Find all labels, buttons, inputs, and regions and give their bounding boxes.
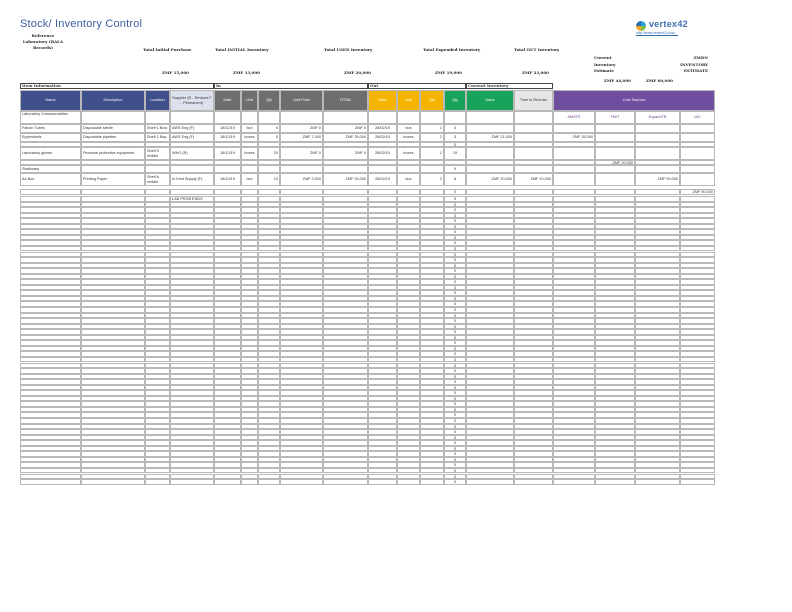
table-cell: 5 <box>258 133 280 142</box>
table-cell: 0 <box>444 462 466 468</box>
page-title: Stock/ Inventory Control <box>20 18 143 30</box>
table-cell: 0 <box>444 279 466 285</box>
table-cell <box>635 133 680 142</box>
table-cell: 10 <box>258 173 280 186</box>
table-cell: 18/12/19 <box>214 173 241 186</box>
table-cell <box>81 189 145 195</box>
table-cell <box>680 124 715 133</box>
section-out: Out <box>368 83 466 89</box>
table-cell: 0 <box>444 346 466 352</box>
table-cell <box>466 147 514 160</box>
table-cell <box>397 165 420 173</box>
cost-source-2: FMIT <box>595 111 635 124</box>
table-cell <box>170 189 214 195</box>
table-cell <box>595 147 635 160</box>
table-cell: Shelf 6 middle <box>145 173 170 186</box>
table-cell: 19 <box>444 147 466 160</box>
table-cell: 4 <box>444 124 466 133</box>
table-cell <box>553 189 595 195</box>
table-cell: ZMF 0 <box>280 147 323 160</box>
col-header-total-in[interactable]: TOTAL <box>323 90 368 111</box>
col-header-unit-price[interactable]: Unit Price <box>280 90 323 111</box>
table-cell <box>214 165 241 173</box>
table-cell <box>214 189 241 195</box>
table-cell <box>397 111 420 124</box>
table-cell <box>553 173 595 186</box>
table-cell: 0 <box>444 374 466 380</box>
estimate-label: Estimate <box>594 68 614 73</box>
table-cell: 0 <box>444 357 466 363</box>
table-cell <box>397 479 420 485</box>
table-cell: 0 <box>444 435 466 441</box>
table-cell <box>466 111 514 124</box>
table-cell: 28/02/19 <box>368 173 397 186</box>
table-cell <box>280 479 323 485</box>
table-cell: 0 <box>444 296 466 302</box>
table-cell <box>420 111 444 124</box>
table-cell <box>258 111 280 124</box>
table-cell <box>635 147 680 160</box>
table-cell <box>514 189 553 195</box>
cost-source-1: AMSTE <box>553 111 595 124</box>
table-cell: ZMF 0 <box>323 147 368 160</box>
table-cell <box>145 479 170 485</box>
table-cell: 0 <box>444 429 466 435</box>
table-cell: ZMF 0 <box>280 124 323 133</box>
table-cell: 0 <box>444 440 466 446</box>
table-cell: ZMF 35,000 <box>323 133 368 142</box>
reference-block <box>22 33 64 51</box>
table-cell: 0 <box>444 189 466 195</box>
table-cell: AWS Eng (F) <box>170 124 214 133</box>
table-cell: 0 <box>444 213 466 219</box>
total-value-5: ZMF 23,000 <box>522 70 549 75</box>
table-cell <box>81 111 145 124</box>
table-cell <box>145 111 170 124</box>
table-cell: Shelf 5 middle <box>145 147 170 160</box>
table-cell: ZMF 0 <box>323 124 368 133</box>
table-cell: 0 <box>444 301 466 307</box>
table-cell: boxes <box>241 133 258 142</box>
col-header-in-unit[interactable]: Unit <box>241 90 258 111</box>
table-cell: 1 <box>420 124 444 133</box>
table-cell: ZMF 7,000 <box>280 133 323 142</box>
table-cell <box>466 124 514 133</box>
col-header-out-qty[interactable]: Qty <box>420 90 444 111</box>
col-header-reorder[interactable]: Time to Reorder <box>514 90 553 111</box>
table-cell <box>635 165 680 173</box>
table-cell: ZMF 2,500 <box>280 173 323 186</box>
table-cell: 0 <box>444 246 466 252</box>
table-cell: Shelf 1 Bay <box>145 133 170 142</box>
table-cell <box>466 479 514 485</box>
total-value-3: ZMF 20,000 <box>344 70 371 75</box>
table-cell <box>595 165 635 173</box>
table-cell <box>397 189 420 195</box>
table-cell: 0 <box>444 285 466 291</box>
table-cell: 0 <box>444 229 466 235</box>
table-cell <box>635 479 680 485</box>
col-header-description[interactable]: Description <box>81 90 145 111</box>
table-cell: box <box>397 124 420 133</box>
table-cell: 0 <box>444 196 466 202</box>
total-label-2: Total INITIAL Inventory <box>215 47 269 52</box>
table-cell <box>368 479 397 485</box>
col-header-current-qty[interactable]: Qty <box>444 90 466 111</box>
table-cell: 2 <box>420 133 444 142</box>
table-cell: 0 <box>444 390 466 396</box>
table-cell: ZMF 50,000 <box>635 173 680 186</box>
table-cell: Disposable sterile <box>81 124 145 133</box>
table-cell <box>170 111 214 124</box>
table-cell <box>420 479 444 485</box>
table-cell: 0 <box>444 340 466 346</box>
total-label-5: Total OUT Inventory <box>514 47 560 52</box>
table-cell <box>680 173 715 186</box>
table-cell: 0 <box>444 207 466 213</box>
table-cell <box>553 147 595 160</box>
table-cell: Personal protective equipment <box>81 147 145 160</box>
table-cell: Shelf 1 Bow <box>145 124 170 133</box>
total-label-4: Total Expended Inventory <box>423 47 481 52</box>
table-cell: 28/02/19 <box>368 124 397 133</box>
table-cell <box>170 165 214 173</box>
last-row-note: LAB PROB ENDS <box>170 196 214 202</box>
table-cell: ZMF 35,000 <box>553 133 595 142</box>
table-cell: 28/02/19 <box>368 133 397 142</box>
table-cell: 0 <box>444 385 466 391</box>
table-cell: box <box>397 173 420 186</box>
table-cell <box>20 189 81 195</box>
col-header-out-date[interactable]: Date <box>368 90 397 111</box>
current-labels <box>594 55 616 75</box>
table-cell: 0 <box>444 407 466 413</box>
col-header-in-date[interactable]: Date <box>214 90 241 111</box>
table-cell: 0 <box>444 218 466 224</box>
table-cell: 0 <box>444 235 466 241</box>
table-cell: 0 <box>444 257 466 263</box>
table-cell: 20 <box>258 147 280 160</box>
table-cell <box>241 111 258 124</box>
table-cell <box>368 165 397 173</box>
section-current-inventory: Current Inventory <box>466 83 553 89</box>
total-value-2: ZMF 13,000 <box>233 70 260 75</box>
table-cell: 0 <box>444 268 466 274</box>
table-cell <box>680 133 715 142</box>
table-cell: 0 <box>444 474 466 480</box>
table-cell: In Kind Supply (F) <box>170 173 214 186</box>
table-cell: ZMF 10,000 <box>514 173 553 186</box>
table-cell <box>420 189 444 195</box>
table-cell: 0 <box>444 142 466 147</box>
col-header-name[interactable]: Name <box>20 90 81 111</box>
cost-source-4: IAC <box>680 111 715 124</box>
grand-total: ZMF 50,000 <box>680 189 715 195</box>
table-cell <box>258 189 280 195</box>
table-cell <box>514 111 553 124</box>
table-cell <box>323 111 368 124</box>
table-cell: ZMF 21,000 <box>466 133 514 142</box>
table-cell: 0 <box>444 418 466 424</box>
table-cell: 0 <box>444 368 466 374</box>
table-cell: 0 <box>444 457 466 463</box>
group-label: Laboratory Consummables <box>20 111 81 124</box>
table-cell <box>444 111 466 124</box>
table-cell: Printing Paper <box>81 173 145 186</box>
table-cell <box>514 124 553 133</box>
total-label-1: Total Initial Purchase <box>143 47 192 52</box>
total-label-3: Total USED Inventory <box>324 47 373 52</box>
table-cell: 0 <box>444 363 466 369</box>
table-cell <box>514 133 553 142</box>
table-cell: 18/12/19 <box>214 124 241 133</box>
col-header-in-qty[interactable]: Qty <box>258 90 280 111</box>
vertex42-logo[interactable] <box>636 19 706 35</box>
table-cell: 3 <box>444 133 466 142</box>
table-cell: 0 <box>444 479 466 485</box>
table-cell: Disposable pipettes <box>81 133 145 142</box>
item-name[interactable]: Laboratory gloves <box>20 147 81 160</box>
col-header-cost-sources[interactable]: Cost Sources <box>553 90 715 111</box>
table-cell: 0 <box>444 351 466 357</box>
table-cell: WHO (R) <box>170 147 214 160</box>
table-cell <box>145 165 170 173</box>
estimate-value: ESTIMATE <box>683 68 708 73</box>
table-cell <box>595 479 635 485</box>
table-cell: 2 <box>420 173 444 186</box>
current-label: Current <box>594 55 612 60</box>
table-cell <box>635 189 680 195</box>
table-cell: 0 <box>444 396 466 402</box>
table-cell: 0 <box>444 274 466 280</box>
table-cell: 0 <box>444 240 466 246</box>
logo-mark-icon <box>636 21 646 31</box>
table-cell <box>368 189 397 195</box>
table-cell: 28/02/19 <box>368 147 397 160</box>
table-cell <box>466 189 514 195</box>
table-cell <box>514 479 553 485</box>
col-header-value[interactable]: Value <box>466 90 514 111</box>
table-cell: 0 <box>444 324 466 330</box>
table-cell: boxes <box>397 147 420 160</box>
reference-line-1: Reference <box>31 33 55 38</box>
table-cell: 0 <box>444 307 466 313</box>
table-cell: 0 <box>444 468 466 474</box>
section-in: In <box>214 83 368 89</box>
col-header-out-unit[interactable]: Unit <box>397 90 420 111</box>
table-cell: ZMF 20,000 <box>466 173 514 186</box>
table-cell <box>514 165 553 173</box>
table-cell <box>635 124 680 133</box>
table-cell: 0 <box>444 446 466 452</box>
table-cell <box>595 133 635 142</box>
group-label: Stationary <box>20 165 81 173</box>
current-values <box>652 55 708 75</box>
table-cell <box>214 111 241 124</box>
table-cell: box <box>241 173 258 186</box>
table-cell <box>280 111 323 124</box>
table-cell: 1 <box>420 147 444 160</box>
table-cell: 0 <box>444 451 466 457</box>
table-cell <box>241 189 258 195</box>
current-total-1: ZMF 44,000 <box>604 78 631 83</box>
table-cell: 0 <box>444 335 466 341</box>
logo-name: vertex42 <box>649 19 688 29</box>
table-cell <box>280 189 323 195</box>
table-cell <box>20 479 81 485</box>
current-total-2: ZMF 60,000 <box>646 78 673 83</box>
logo-url[interactable]: http://www.vertex42.com/... <box>636 31 679 35</box>
table-cell <box>680 147 715 160</box>
table-cell: ZMF 20,000 <box>595 160 635 165</box>
current-value: ZMDN <box>693 55 708 60</box>
table-cell <box>258 479 280 485</box>
section-item-information: Item Information <box>20 83 214 89</box>
table-cell: AWS Eng (F) <box>170 133 214 142</box>
table-cell <box>553 479 595 485</box>
reference-line-3: Records) <box>32 45 54 50</box>
table-cell <box>368 111 397 124</box>
item-name[interactable]: Eppendorfs <box>20 133 81 142</box>
table-cell <box>595 124 635 133</box>
table-cell <box>595 173 635 186</box>
table-cell <box>145 189 170 195</box>
table-cell: 0 <box>444 202 466 208</box>
table-cell: 0 <box>444 329 466 335</box>
table-cell <box>258 165 280 173</box>
table-cell <box>553 124 595 133</box>
table-cell <box>323 479 368 485</box>
table-cell <box>514 147 553 160</box>
table-cell <box>241 165 258 173</box>
table-cell: 0 <box>444 252 466 258</box>
table-cell <box>323 189 368 195</box>
table-cell <box>170 479 214 485</box>
reference-line-2: Laboratory (BALA <box>22 39 64 44</box>
table-cell <box>466 165 514 173</box>
table-cell <box>420 165 444 173</box>
table-cell <box>81 479 145 485</box>
table-cell: 0 <box>444 318 466 324</box>
table-cell <box>553 165 595 173</box>
table-cell: 0 <box>444 263 466 269</box>
table-cell: 0 <box>444 313 466 319</box>
table-cell: 0 <box>444 379 466 385</box>
table-cell: 18/12/19 <box>214 133 241 142</box>
cost-source-3: ExpandTB <box>635 111 680 124</box>
table-cell: 8 <box>444 173 466 186</box>
table-cell: box <box>241 124 258 133</box>
table-cell: 0 <box>444 290 466 296</box>
col-header-location[interactable]: Location <box>145 90 170 111</box>
table-cell: 0 <box>444 224 466 230</box>
item-name[interactable]: A4 Box <box>20 173 81 186</box>
table-cell: 0 <box>444 401 466 407</box>
table-cell <box>280 165 323 173</box>
total-value-4: ZMF 19,000 <box>435 70 462 75</box>
col-header-supplier[interactable]: Supplier (R - Revised F - Permanent) <box>170 90 214 111</box>
inventory-value: INVENTORY <box>680 61 708 67</box>
table-cell: 0 <box>444 165 466 173</box>
table-cell: boxes <box>397 133 420 142</box>
total-value-1: ZMF 15,000 <box>162 70 189 75</box>
table-cell: 5 <box>258 124 280 133</box>
table-cell <box>680 165 715 173</box>
table-cell: 0 <box>444 424 466 430</box>
table-cell: 18/12/19 <box>214 147 241 160</box>
table-cell: ZMF 25,000 <box>323 173 368 186</box>
table-cell: 0 <box>444 412 466 418</box>
item-name[interactable]: Falcon Tubes <box>20 124 81 133</box>
table-cell <box>323 165 368 173</box>
table-cell <box>595 189 635 195</box>
inventory-label: Inventory <box>594 61 616 67</box>
table-cell <box>81 165 145 173</box>
table-cell <box>214 479 241 485</box>
table-cell <box>241 479 258 485</box>
table-cell <box>680 479 715 485</box>
table-cell: boxes <box>241 147 258 160</box>
